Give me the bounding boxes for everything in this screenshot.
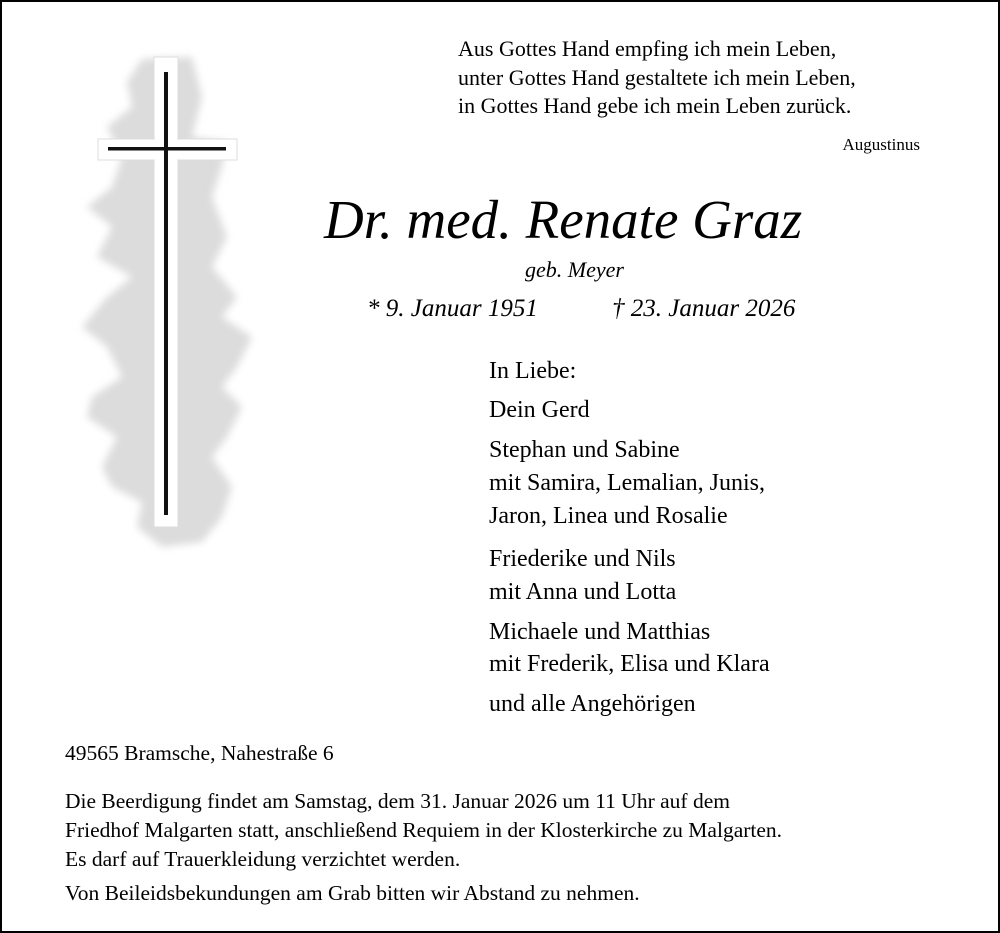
funeral-line: Es darf auf Trauerkleidung verzichtet werden.	[65, 847, 461, 871]
cross-icon	[52, 47, 272, 557]
mourner-line: mit Anna und Lotta	[489, 579, 677, 605]
funeral-line: Von Beileidsbekundungen am Grab bitten wir Abstand zu nehmen.	[65, 881, 640, 905]
cross-bar-horizontal	[108, 147, 226, 151]
death-date: † 23. Januar 2026	[612, 295, 796, 322]
mourner-line: Michaele und Matthias	[489, 619, 711, 645]
mourner-line: Friederike und Nils	[489, 546, 676, 572]
mourner-line: Stephan und Sabine	[489, 437, 680, 463]
verse-line: in Gottes Hand gebe ich mein Leben zurück.	[458, 93, 852, 118]
mourners-intro: In Liebe:	[489, 358, 577, 384]
birth-date: * 9. Januar 1951	[367, 295, 538, 322]
funeral-line: Friedhof Malgarten statt, anschließend Requiem in der Klosterkirche zu Malgarten.	[65, 818, 783, 842]
mourner-line: und alle Angehörigen	[489, 691, 696, 717]
verse-author: Augustinus	[842, 135, 920, 154]
cross-bar-vertical	[164, 72, 168, 515]
mourner-line: mit Samira, Lemalian, Junis,	[489, 470, 765, 496]
mourner-line: mit Frederik, Elisa und Klara	[489, 651, 770, 677]
verse-line: unter Gottes Hand gestaltete ich mein Leben,	[458, 65, 856, 90]
funeral-line: Die Beerdigung findet am Samstag, dem 31. Januar 2026 um 11 Uhr auf dem	[65, 789, 730, 813]
verse-line: Aus Gottes Hand empfing ich mein Leben,	[458, 36, 837, 61]
address: 49565 Bramsche, Nahestraße 6	[65, 741, 334, 765]
deceased-name: Dr. med. Renate Graz	[324, 189, 803, 250]
mourner-line: Jaron, Linea und Rosalie	[489, 503, 728, 529]
mourner-line: Dein Gerd	[489, 397, 590, 423]
maiden-name: geb. Meyer	[525, 257, 624, 282]
